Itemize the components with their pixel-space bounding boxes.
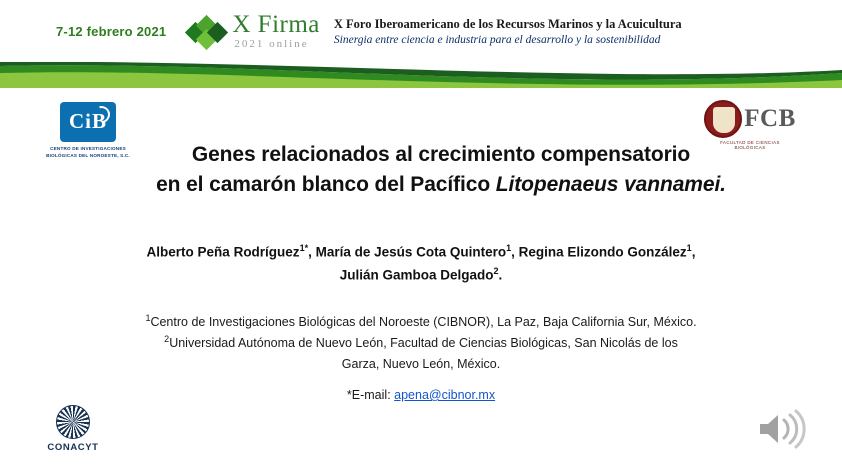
author-1: Alberto Peña Rodríguez xyxy=(146,244,300,260)
affiliations-block xyxy=(58,311,784,374)
page-title xyxy=(100,140,782,200)
email-label: *E-mail: xyxy=(346,388,395,402)
forum-brand-subtitle: 2021 online xyxy=(234,38,309,50)
affiliation-2-marker: 2 xyxy=(164,334,170,345)
fcb-caption: FACULTAD DE CIENCIAS BIOLÓGICAS xyxy=(720,140,780,150)
affiliation-2 xyxy=(58,332,784,353)
forum-brand-name: X Firma xyxy=(232,11,320,38)
authors-line-2-end: . xyxy=(498,267,503,283)
affiliation-1-marker: 1 xyxy=(145,313,151,323)
conacyt-mark-icon xyxy=(56,405,90,439)
fcb-seal-icon xyxy=(704,100,742,138)
title-line-1: Genes relacionados al crecimiento compensatorio xyxy=(191,143,691,166)
author-4: Julián Gamboa Delgado xyxy=(339,267,494,283)
affiliation-1 xyxy=(58,311,784,332)
cibnor-mark-text: CiB xyxy=(68,109,107,133)
conacyt-logo xyxy=(34,405,112,453)
forum-logo xyxy=(188,12,320,50)
cibnor-caption-line2: BIOLÓGICAS DEL NOROESTE, S.C. xyxy=(46,152,130,158)
speaker-icon[interactable] xyxy=(754,409,808,449)
authors-line-1-end: , xyxy=(691,244,696,260)
green-swoosh-divider xyxy=(0,62,842,88)
author-4-affil-marker: 2 xyxy=(493,265,499,276)
affiliation-2-text: Universidad Autónoma de Nuevo León, Facultad de Ciencias Biológicas, San Nicolás de los xyxy=(169,336,678,351)
diamonds-icon xyxy=(188,16,230,46)
authors-sep-2: , Regina Elizondo González xyxy=(511,244,687,260)
title-line-2 xyxy=(100,170,782,200)
conacyt-logo-text: CONACYT xyxy=(47,442,99,453)
affiliation-2-continued: Garza, Nuevo León, México. xyxy=(341,356,501,371)
species-name: Litopenaeus vannamei. xyxy=(495,172,726,196)
event-date: 7-12 febrero 2021 xyxy=(56,23,167,39)
author-2-affil-marker: 1 xyxy=(506,243,512,253)
event-subtitle: Sinergia entre ciencia e industria para el desarrollo y la sostenibilidad xyxy=(333,33,661,46)
author-1-affil-marker: 1* xyxy=(299,243,309,253)
contact-row xyxy=(0,388,842,402)
authors-line-2 xyxy=(60,264,782,287)
cibnor-mark-icon xyxy=(60,102,116,142)
cibnor-caption-line1: CENTRO DE INVESTIGACIONES xyxy=(50,146,126,151)
author-3-affil-marker: 1 xyxy=(686,243,692,253)
title-line-2-prefix: en el camarón blanco del Pacífico xyxy=(156,172,496,196)
slide-body xyxy=(0,88,842,467)
affiliation-1-text: Centro de Investigaciones Biológicas del Noroeste (CIBNOR), La Paz, Baja California Sur, México. xyxy=(150,315,697,330)
event-title: X Foro Iberoamericano de los Recursos Marinos y la Acuicultura xyxy=(333,16,682,31)
slide-header xyxy=(0,0,842,62)
fcb-logo-text: FCB xyxy=(744,105,796,132)
authors-sep-1: , María de Jesús Cota Quintero xyxy=(308,244,507,260)
authors-block xyxy=(60,241,782,287)
authors-line-1 xyxy=(60,241,782,264)
email-link[interactable]: apena@cibnor.mx xyxy=(394,388,496,402)
